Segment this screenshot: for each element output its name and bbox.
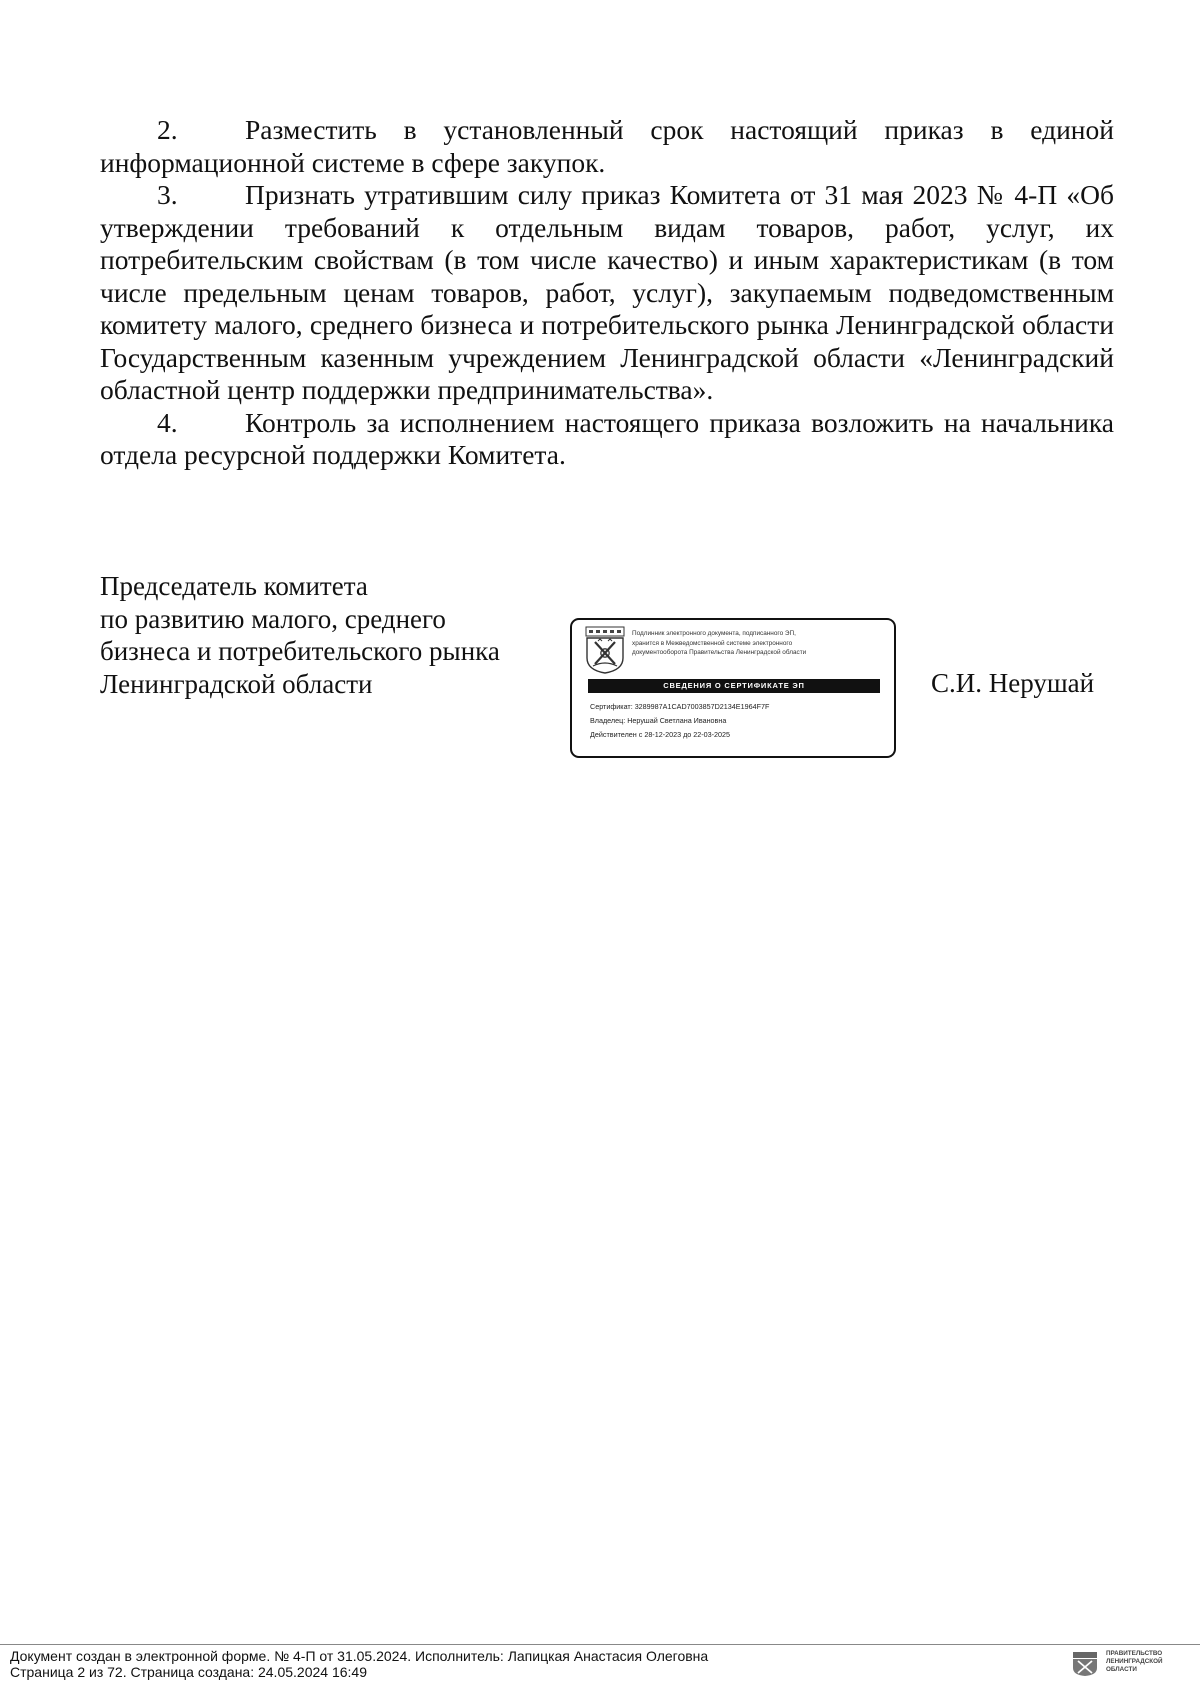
certificate-number: Сертификат: 3289987A1CAD7003857D2134E1964F7F <box>590 702 770 711</box>
region-emblem-icon <box>1072 1651 1098 1677</box>
signatory-name: С.И. Нерушай <box>931 668 1095 698</box>
item-text: Контроль за исполнением настоящего приказа возложить на начальника отдела ресурсной поддержки Комитета. <box>100 406 1114 470</box>
footer-line: Документ создан в электронной форме. № 4-П от 31.05.2024. Исполнитель: Лапицкая Анастасия Олеговна <box>10 1648 709 1664</box>
signatory-title-line: бизнеса и потребительского рынка <box>100 636 500 666</box>
item-number: 3. <box>157 179 178 210</box>
footer-divider <box>0 1644 1200 1645</box>
footer-info <box>10 1649 708 1680</box>
stamp-band-title: СВЕДЕНИЯ О СЕРТИФИКАТЕ ЭП <box>588 679 880 693</box>
stamp-notice-line: Подлинник электронного документа, подписанного ЭП, <box>632 630 796 637</box>
signatory-title-line: по развитию малого, среднего <box>100 603 446 634</box>
item-number: 2. <box>157 114 178 145</box>
stamp-notice-line: хранится в Межведомственной системе электронного <box>632 639 793 647</box>
signatory-title-line: Ленинградской области <box>100 668 373 699</box>
signatory-title <box>100 570 500 700</box>
order-item-3 <box>100 179 1114 407</box>
order-item-4 <box>100 407 1114 472</box>
logo-line: ОБЛАСТИ <box>1106 1666 1137 1673</box>
order-body <box>100 114 1114 472</box>
item-text: Признать утратившим силу приказ Комитета от 31 мая 2023 № 4-П «Об утверждении требований к отдельным видам товаров, работ, услуг, их потребительским свойствам (в том числе качество) и иным характеристикам (в том числе предельным ценам товаров, работ, услуг), закупаемым подведомственным комитету малого, среднего бизнеса и потребительского рынка Ленинградской области Государственным казенным учреждением Ленинградской области «Ленинградский областной центр поддержки предпринимательства». <box>100 179 1114 405</box>
item-number: 4. <box>157 406 178 438</box>
item-text: Разместить в установленный срок настоящий приказ в единой информационной системе в сфере закупок. <box>100 114 1114 178</box>
logo-line: ЛЕНИНГРАДСКОЙ <box>1106 1658 1163 1665</box>
stamp-notice <box>632 629 894 658</box>
stamp-notice-line: документооборота Правительства Ленинградской области <box>632 649 807 656</box>
certificate-validity: Действителен с 28-12-2023 до 22-03-2025 <box>590 730 731 739</box>
signatory-title-line: Председатель комитета <box>100 571 368 601</box>
certificate-owner: Владелец: Нерушай Светлана Ивановна <box>590 716 727 725</box>
logo-line: ПРАВИТЕЛЬСТВО <box>1106 1650 1163 1657</box>
government-logo-text <box>1106 1650 1163 1674</box>
footer-line: Страница 2 из 72. Страница создана: 24.05.2024 16:49 <box>10 1663 367 1680</box>
government-logo <box>1070 1648 1190 1682</box>
coat-of-arms-icon <box>585 626 625 674</box>
electronic-signature-stamp <box>570 618 896 758</box>
stamp-details <box>590 700 890 742</box>
order-item-2 <box>100 114 1114 179</box>
